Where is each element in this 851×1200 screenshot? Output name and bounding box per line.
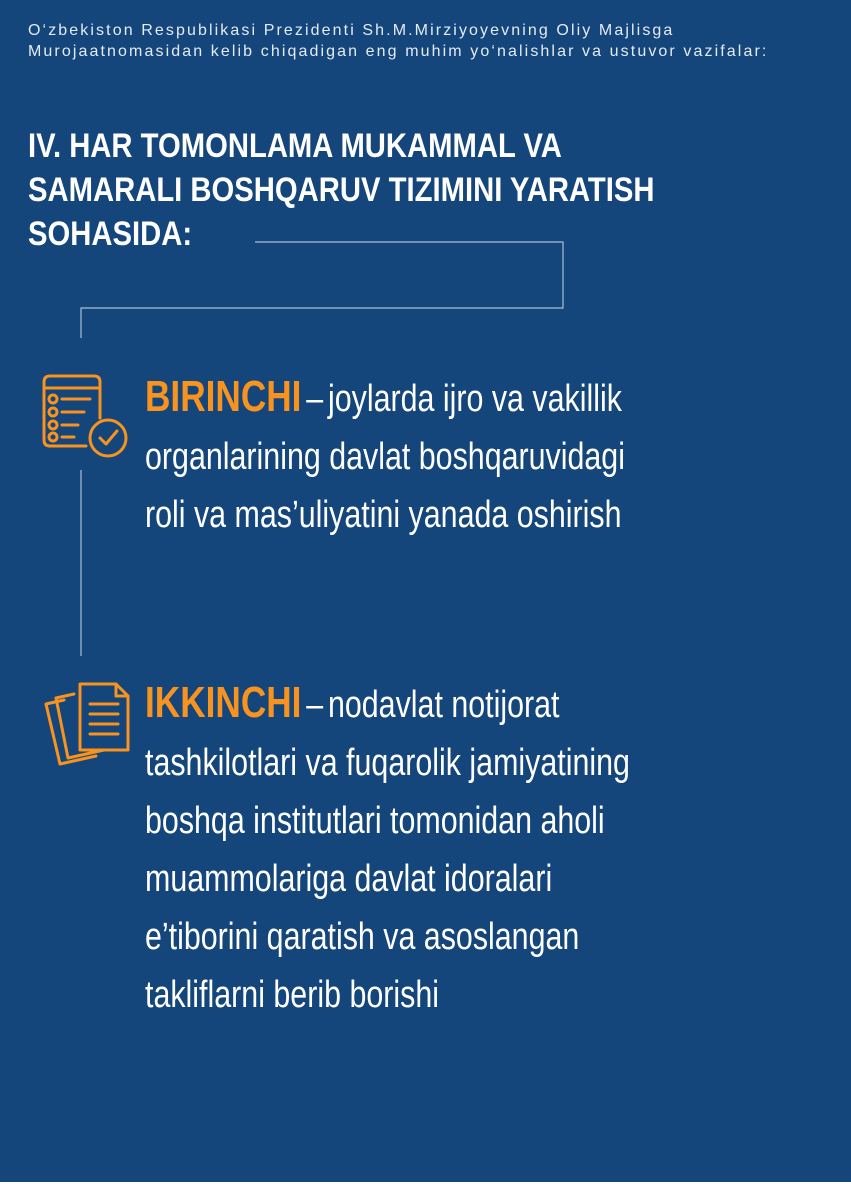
item-first-keyword: BIRINCHI: [145, 372, 302, 421]
item-second-line-1: [145, 674, 630, 734]
item-first-line-1: [145, 368, 625, 428]
header-text: [28, 20, 828, 62]
item-second-line-3: boshqa institutlari tomonidan aholi: [145, 800, 605, 842]
item-second-text-1: nodavlat notijorat: [327, 684, 560, 726]
item-second-dash: –: [306, 684, 324, 726]
item-second-line-2: tashkilotlari va fuqarolik jamiyatining: [145, 742, 630, 784]
item-second-line-4: muammolariga davlat idoralari: [145, 858, 553, 900]
item-second-line-6: takliflarni berib borishi: [145, 974, 439, 1016]
section-title-line-2: SAMARALI BOSHQARUV TIZIMINI YARATISH: [28, 171, 655, 209]
section-title-line-1: IV. HAR TOMONLAMA MUKAMMAL VA: [28, 127, 562, 165]
documents-icon: [40, 678, 132, 770]
item-second-keyword: IKKINCHI: [145, 678, 302, 727]
item-first-line-2: organlarining davlat boshqaruvidagi: [145, 436, 625, 478]
item-first-text-1: joylarda ijro va vakillik: [327, 378, 622, 420]
item-first: [145, 368, 625, 544]
checklist-icon: [40, 372, 132, 464]
section-title-line-3: SOHASIDA:: [28, 215, 193, 253]
item-second-line-5: e’tiborini qaratish va asoslangan: [145, 916, 580, 958]
section-title: [28, 124, 716, 256]
header-line-2: Murojaatnomasidan kelib chiqadigan eng muhim yo‘nalishlar va ustuvor vazifalar:: [28, 43, 769, 60]
title-connector: [81, 242, 563, 338]
header-line-1: O‘zbekiston Respublikasi Prezidenti Sh.M.Mirziyoyevning Oliy Majlisga: [28, 22, 675, 39]
item-first-dash: –: [306, 378, 324, 420]
item-second: [145, 674, 630, 1024]
item-first-line-3: roli va mas’uliyatini yanada oshirish: [145, 494, 622, 536]
